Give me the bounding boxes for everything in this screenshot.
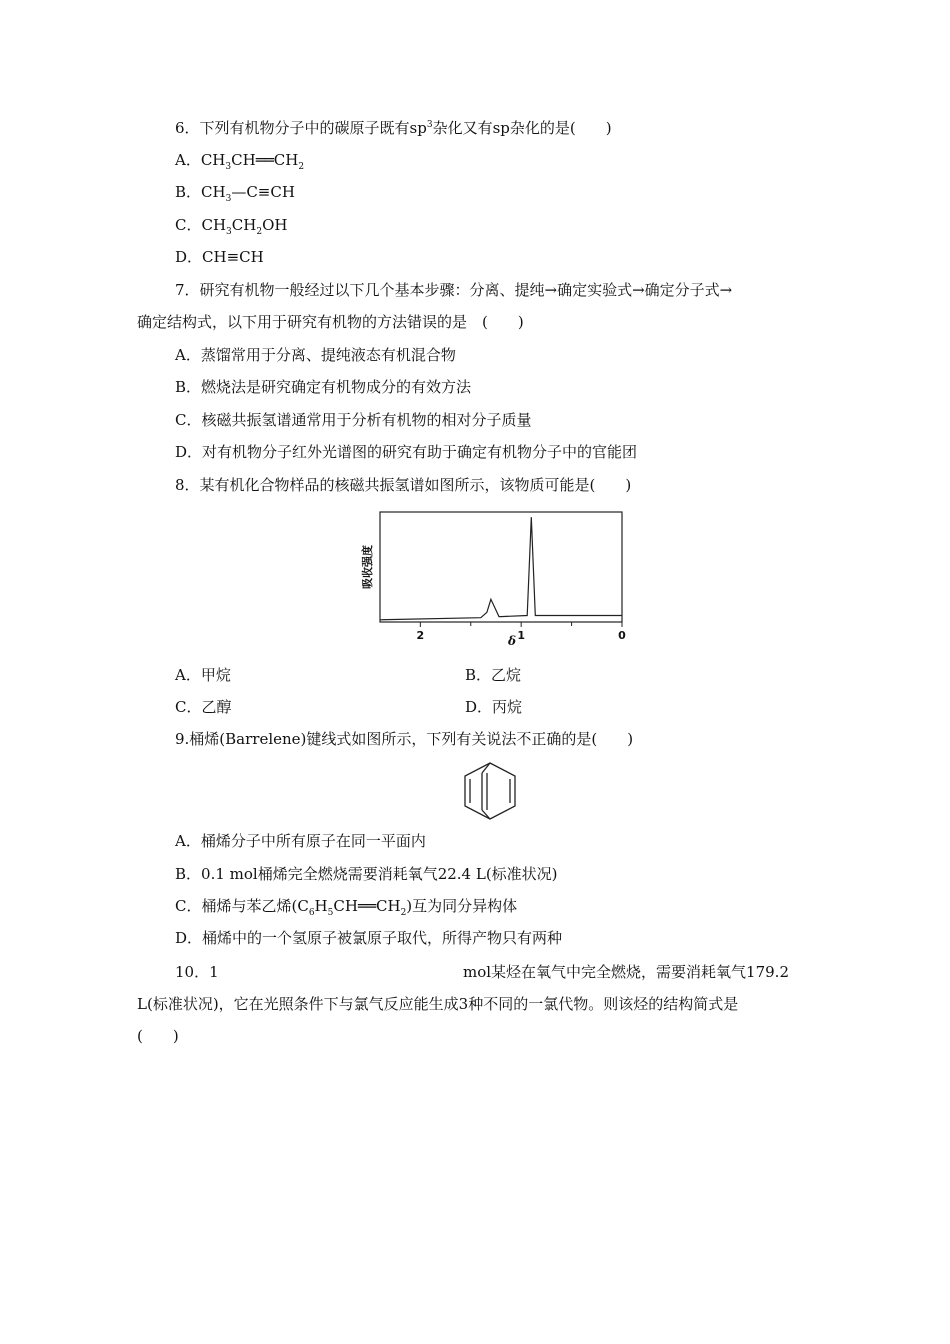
x-tick-label: 2 [416, 629, 425, 642]
q10-stem-line3: ( ) [137, 1027, 179, 1045]
q10-number: 10．1 [175, 963, 219, 981]
chart-frame [380, 512, 622, 622]
q8-option-b: B．乙烷 [465, 666, 522, 684]
q7-option-b: B．燃烧法是研究确定有机物成分的有效方法 [175, 378, 472, 396]
q8-option-c: C．乙醇 [175, 698, 232, 716]
q10-stem-line2: L(标准状况)，它在光照条件下与氯气反应能生成3种不同的一氯代物。则该烃的结构简式是 [137, 995, 739, 1013]
spectrum-line [380, 517, 622, 620]
q7-stem-line2: 确定结构式，以下用于研究有机物的方法错误的是 ( ) [137, 313, 524, 331]
x-tick-label: 0 [618, 629, 626, 642]
q6-option-d: D．CH≡CH [175, 248, 264, 266]
q9-option-b: B．0.1 mol桶烯完全燃烧需要消耗氧气22.4 L(标准状况) [175, 865, 558, 883]
q8-option-d: D．丙烷 [465, 698, 523, 716]
q9-option-a: A．桶烯分子中所有原子在同一平面内 [175, 832, 426, 850]
q8-stem: 8．某有机化合物样品的核磁共振氢谱如图所示，该物质可能是( ) [175, 476, 632, 494]
q10-stem-line1: mol某烃在氧气中完全燃烧，需要消耗氧气179.2 [463, 963, 789, 981]
q7-option-a: A．蒸馏常用于分离、提纯液态有机混合物 [175, 346, 456, 364]
q6-option-b: B．$CH_3—C\equiv CH$ [175, 183, 295, 204]
q8-option-a: A．甲烷 [175, 666, 231, 684]
q7-option-c: C．核磁共振氢谱通常用于分析有机物的相对分子质量 [175, 411, 532, 429]
barrelene-structure [460, 760, 520, 822]
q9-option-c: C．桶烯与苯乙烯$(C_6H_5CH══CH_2)$互为同分异构体 [175, 897, 518, 918]
q6-option-c: C．$CH_3CH_2OH$ [175, 216, 288, 237]
x-axis-label: δ [507, 634, 517, 648]
q9-stem: 9.桶烯(Barrelene)键线式如图所示，下列有关说法不正确的是( ) [175, 730, 634, 748]
x-tick-label: 1 [517, 629, 525, 642]
q6-option-a: A．$CH_3CH══CH_2$ [175, 151, 305, 172]
nmr-spectrum-chart [355, 510, 635, 650]
q7-stem-line1: 7．研究有机物一般经过以下几个基本步骤：分离、提纯→确定实验式→确定分子式→ [175, 281, 733, 299]
barrelene-outer-ring [465, 763, 515, 819]
q7-option-d: D．对有机物分子红外光谱图的研究有助于确定有机物分子中的官能团 [175, 443, 638, 461]
q9-option-d: D．桶烯中的一个氢原子被氯原子取代，所得产物只有两种 [175, 929, 563, 947]
x-axis-ticks [417, 622, 627, 642]
q6-stem: 6．下列有机物分子中的碳原子既有$sp^3$杂化又有sp杂化的是( ) [175, 119, 612, 137]
y-axis-label: 吸收强度 [361, 545, 374, 589]
